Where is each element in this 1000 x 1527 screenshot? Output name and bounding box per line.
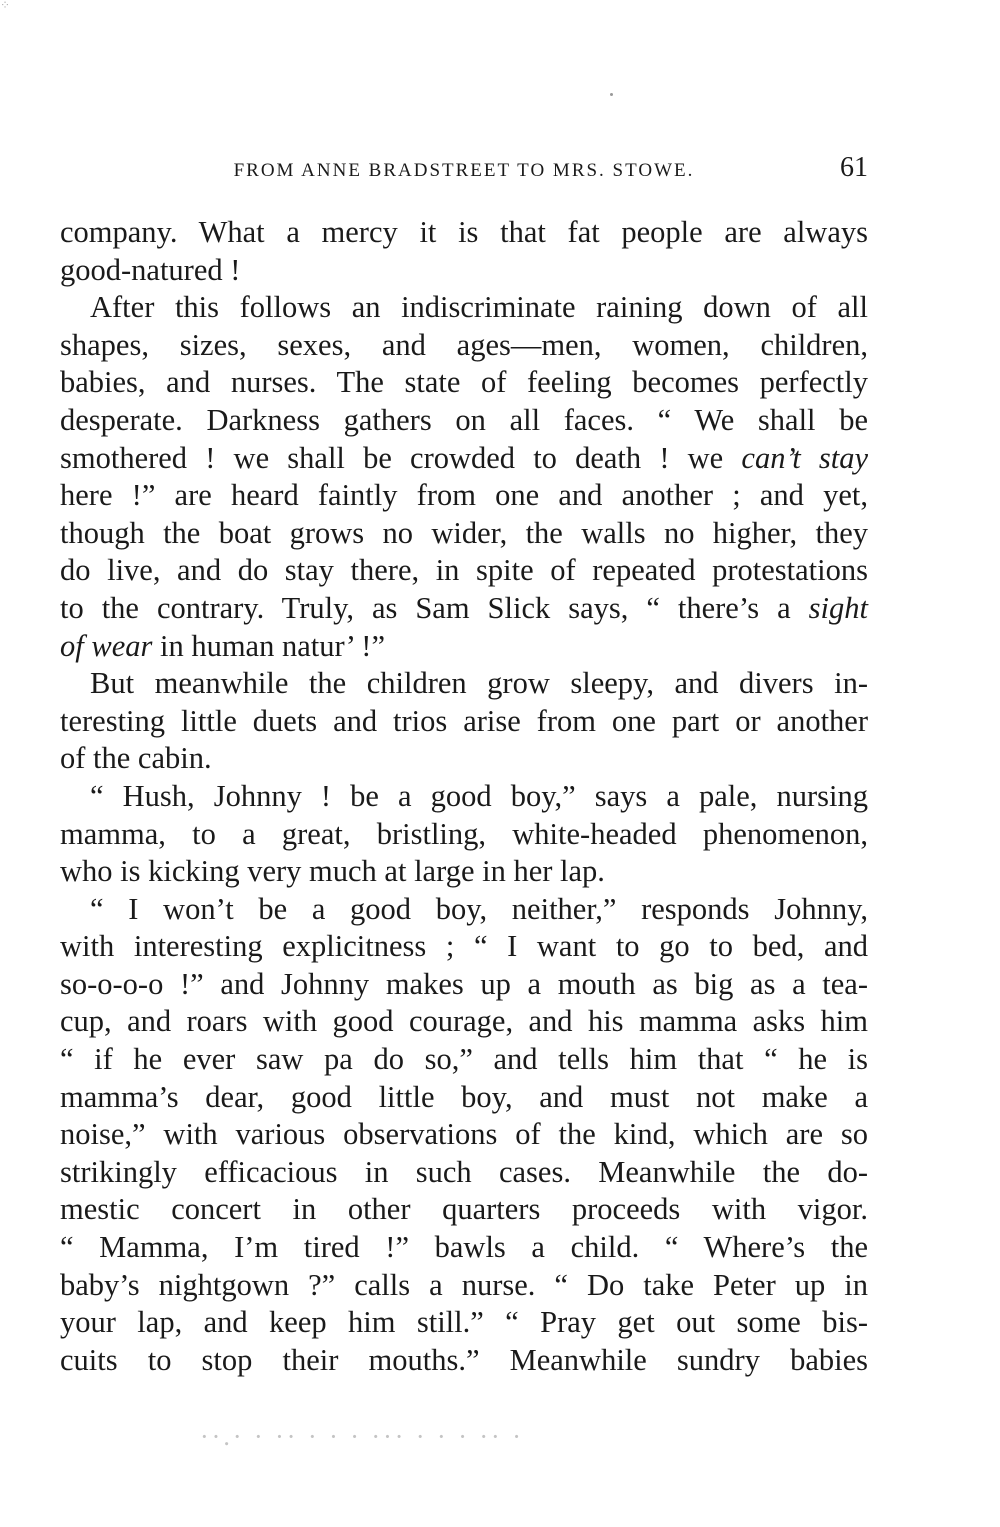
text-run: in human natur’ !” <box>152 628 385 663</box>
text-line <box>60 928 868 966</box>
text-line <box>60 477 868 515</box>
text-run: cuits to stop their mouths.” Meanwhile sundry babies <box>60 1342 868 1377</box>
text-line <box>60 214 868 252</box>
text-line <box>60 816 868 854</box>
text-run: cup, and roars with good courage, and his mamma asks him <box>60 1004 868 1039</box>
text-run: your lap, and keep him still.” “ Pray get out some bis- <box>60 1305 868 1340</box>
page-number: 61 <box>840 152 868 183</box>
text-line <box>60 327 868 365</box>
text-run: good-natured ! <box>60 252 241 287</box>
text-run: desperate. Darkness gathers on all faces. “ We shall be <box>60 402 868 437</box>
italic-text: sight <box>808 590 868 625</box>
text-run: mestic concert in other quarters proceeds with vigor. <box>60 1192 868 1227</box>
scan-artifact-mark: ⁘ <box>0 0 11 12</box>
text-line <box>60 1304 868 1342</box>
text-run: teresting little duets and trios arise from one part or another <box>60 703 868 738</box>
text-run: to the contrary. Truly, as Sam Slick says, “ there’s a <box>60 590 809 625</box>
text-run: But meanwhile the children grow sleepy, and divers in- <box>90 666 868 701</box>
text-line <box>60 402 868 440</box>
text-line <box>60 590 868 628</box>
text-line <box>60 289 868 327</box>
text-run: do live, and do stay there, in spite of repeated protestations <box>60 553 868 588</box>
text-line <box>60 552 868 590</box>
text-run: company. What a mercy it is that fat people are always <box>60 215 868 249</box>
text-line <box>60 891 868 929</box>
text-line <box>60 778 868 816</box>
text-line <box>60 966 868 1004</box>
text-run: “ I won’t be a good boy, neither,” responds Johnny, <box>90 891 868 926</box>
text-line <box>60 703 868 741</box>
text-line <box>60 853 868 891</box>
text-run: “ if he ever saw pa do so,” and tells him that “ he is <box>60 1042 868 1077</box>
text-line <box>60 628 868 666</box>
text-line <box>60 740 868 778</box>
text-line <box>60 440 868 478</box>
text-line <box>60 1342 868 1380</box>
text-run: “ Mamma, I’m tired !” bawls a child. “ Where’s the <box>60 1230 868 1265</box>
text-run: babies, and nurses. The state of feeling becomes perfectly <box>60 365 868 400</box>
text-line <box>60 364 868 402</box>
text-run: here !” are heard faintly from one and another ; and yet, <box>60 478 868 513</box>
text-run: noise,” with various observations of the kind, which are so <box>60 1117 868 1152</box>
text-line <box>60 1003 868 1041</box>
running-head: FROM ANNE BRADSTREET TO MRS. STOWE. <box>233 160 695 181</box>
text-line <box>60 1191 868 1229</box>
italic-text: of wear <box>60 628 153 663</box>
text-line <box>60 1229 868 1267</box>
text-run: After this follows an indiscriminate raining down of all <box>90 290 868 325</box>
text-run: mamma, to a great, bristling, white-headed phenomenon, <box>60 816 868 851</box>
text-run: so-o-o-o !” and Johnny makes up a mouth as big as a tea- <box>60 966 868 1001</box>
bleed-through-smudge: ··.· · ·· · · · ··· · · · ·· · <box>200 1422 524 1451</box>
text-line <box>60 1267 868 1305</box>
text-run: though the boat grows no wider, the walls no higher, they <box>60 515 868 550</box>
text-line <box>60 1041 868 1079</box>
text-run: of the cabin. <box>60 741 212 776</box>
text-line <box>60 1154 868 1192</box>
text-line <box>60 1079 868 1117</box>
body-text <box>60 214 868 1379</box>
text-line <box>60 515 868 553</box>
text-run: who is kicking very much at large in her lap. <box>60 854 605 889</box>
page-header <box>60 150 868 190</box>
italic-text: can’t stay <box>741 440 868 475</box>
text-run: shapes, sizes, sexes, and ages—men, women, children, <box>60 327 868 362</box>
text-line <box>60 665 868 703</box>
text-line <box>60 252 868 290</box>
text-line <box>60 1116 868 1154</box>
scan-speck <box>610 93 613 96</box>
text-run: with interesting explicitness ; “ I want to go to bed, and <box>60 929 868 964</box>
text-run: mamma’s dear, good little boy, and must not make a <box>60 1079 868 1114</box>
text-run: smothered ! we shall be crowded to death ! we <box>60 440 742 475</box>
text-run: baby’s nightgown ?” calls a nurse. “ Do take Peter up in <box>60 1267 868 1302</box>
text-run: “ Hush, Johnny ! be a good boy,” says a pale, nursing <box>90 778 868 813</box>
text-run: strikingly efficacious in such cases. Meanwhile the do- <box>60 1154 868 1189</box>
